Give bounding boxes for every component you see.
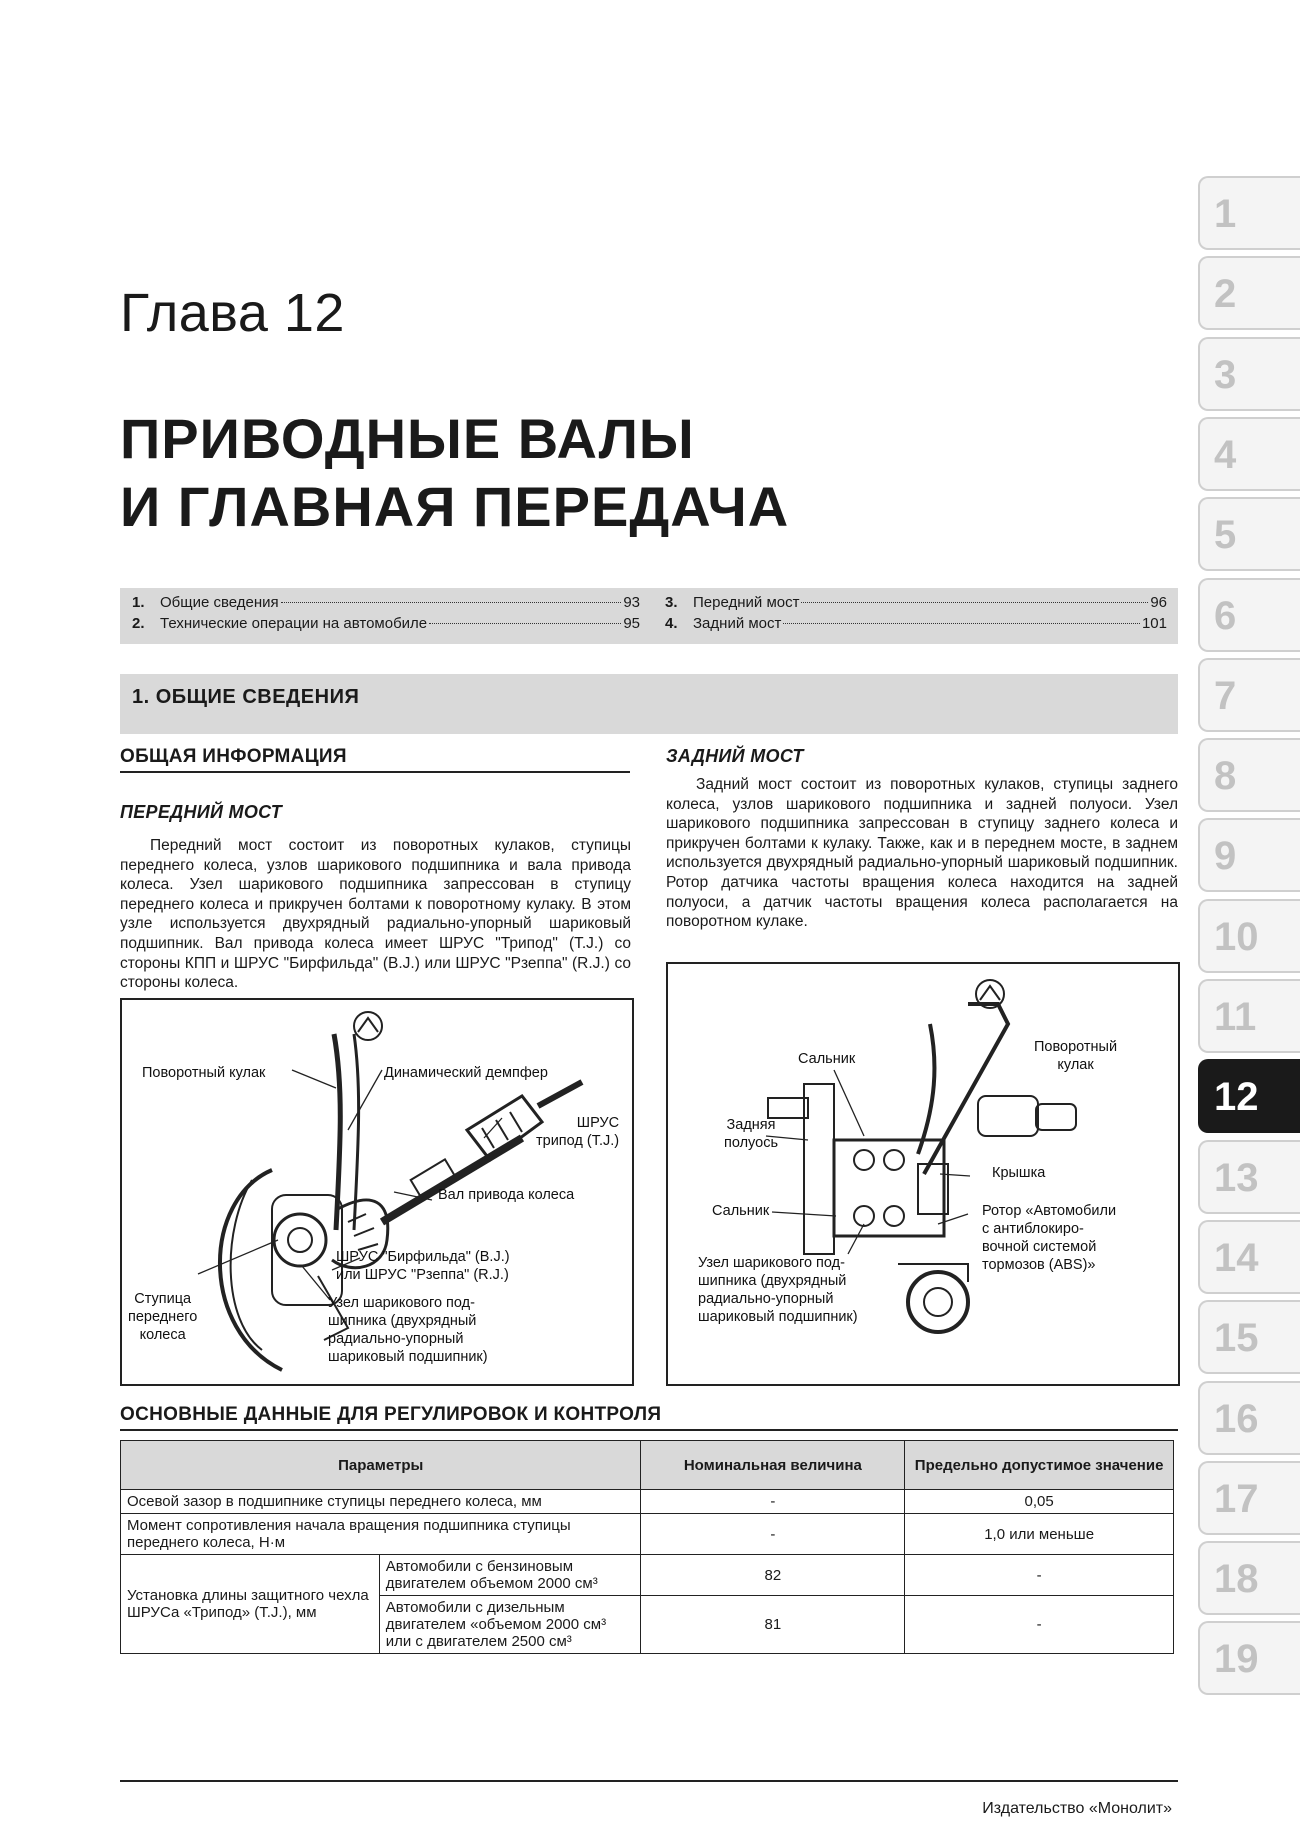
subparam-cell: Автомобили с бензиновым двигателем объемом 2000 см³ [379, 1555, 641, 1596]
chapter-tab-label: 4 [1214, 432, 1237, 477]
leader-line [198, 1240, 278, 1274]
fig2-label-knuckle-line: кулак [1057, 1057, 1094, 1073]
toc-item[interactable] [665, 594, 1167, 614]
chapter-tab-19[interactable] [1198, 1621, 1300, 1695]
chapter-title [120, 405, 789, 541]
limit-cell: 1,0 или меньше [905, 1514, 1174, 1555]
knuckle-end [1036, 1104, 1076, 1130]
logo-icon [354, 1012, 382, 1040]
lower-bushing [908, 1272, 968, 1332]
chapter-tab-6[interactable] [1198, 578, 1300, 652]
chapter-tab-12[interactable] [1198, 1059, 1300, 1133]
header-limit: Предельно допустимое значение [905, 1441, 1174, 1490]
chapter-tab-5[interactable] [1198, 497, 1300, 571]
front-axle-text: Передний мост состоит из поворотных кулаков, ступицы переднего колеса, узлов шарикового подшипника и вала привода колеса. Узел шарикового подшипника запрессован в ступицу переднего колеса и прикручен болтами к поворотному кулаку. В этом узле используется двухрядный радиально-упорный шариковый подшипник. Вал привода колеса имеет ШРУС "Трипод" (T.J.) со стороны КПП и ШРУС "Бирфильда" (B.J.) или ШРУС "Рзеппа" (R.J.) со стороны колеса. [120, 837, 631, 992]
leader-line [968, 1070, 982, 1096]
fig2-label-bearing-line: Узел шарикового под- [698, 1255, 845, 1271]
chapter-tab-label: 14 [1214, 1235, 1259, 1280]
chapter-tab-label: 17 [1214, 1476, 1259, 1521]
ball-upper [884, 1150, 904, 1170]
leader-line [302, 1266, 330, 1300]
leader-line [292, 1070, 336, 1088]
fig1-label-hub-line: колеса [139, 1327, 186, 1343]
adjustment-data-table [120, 1440, 1174, 1654]
header-params: Параметры [121, 1441, 641, 1490]
toc-text: Общие сведения [160, 594, 279, 611]
toc-page: 93 [623, 594, 640, 611]
hub-center [288, 1228, 312, 1252]
general-info-heading: ОБЩАЯ ИНФОРМАЦИЯ [120, 746, 630, 773]
chapter-tab-label: 5 [1214, 513, 1237, 558]
fig2-label-seal-upper: Сальник [798, 1051, 856, 1067]
toc-page: 96 [1150, 594, 1167, 611]
table-row [121, 1555, 1174, 1596]
publisher-label: Издательство «Монолит» [982, 1800, 1172, 1817]
fig2-label-rotor [982, 1202, 1116, 1274]
fig2-label-cover: Крышка [992, 1165, 1046, 1181]
toc-page: 101 [1141, 615, 1167, 632]
fig2-label-bearing-line: радиально-упорный [698, 1291, 834, 1307]
fig1-label-bj-line: или ШРУС "Рзеппа" (R.J.) [336, 1267, 509, 1283]
chapter-tab-9[interactable] [1198, 818, 1300, 892]
fig1-label-bearing-line: радиально-упорный [328, 1331, 464, 1347]
chapter-tab-label: 15 [1214, 1316, 1259, 1361]
toc-item[interactable] [665, 615, 1167, 635]
knuckle-bushing [978, 1096, 1038, 1136]
nominal-cell: 82 [641, 1555, 905, 1596]
param-cell: Осевой зазор в подшипнике ступицы переднего колеса, мм [121, 1490, 641, 1514]
chapter-tab-label: 2 [1214, 272, 1237, 317]
leader-line [848, 1224, 864, 1254]
fig1-label-bearing-line: шариковый подшипник) [328, 1349, 488, 1365]
chapter-tab-3[interactable] [1198, 337, 1300, 411]
chapter-tab-label: 3 [1214, 352, 1237, 397]
chapter-tab-10[interactable] [1198, 899, 1300, 973]
fig2-label-rotor-line: тормозов (ABS)» [982, 1257, 1096, 1273]
fig1-label-hub [128, 1290, 197, 1344]
knuckle-upper [918, 1024, 934, 1154]
toc-page: 95 [623, 615, 640, 632]
chapter-tab-1[interactable] [1198, 176, 1300, 250]
chapter-tab-label: 10 [1214, 914, 1259, 959]
boot-ribs [348, 1214, 378, 1250]
chapter-tab-label: 7 [1214, 673, 1237, 718]
footer-rule [120, 1780, 1178, 1782]
chapter-tab-label: 19 [1214, 1637, 1259, 1682]
chapter-tab-label: 18 [1214, 1557, 1259, 1602]
ball-lower [884, 1206, 904, 1226]
chapter-tab-label: 13 [1214, 1155, 1259, 1200]
table-heading: ОСНОВНЫЕ ДАННЫЕ ДЛЯ РЕГУЛИРОВОК И КОНТРОЛЯ [120, 1404, 1178, 1431]
toc-item[interactable] [132, 615, 640, 635]
toc-num: 2. [132, 615, 145, 632]
leader-line [484, 1118, 502, 1138]
chapter-tab-17[interactable] [1198, 1461, 1300, 1535]
fig2-label-seal-lower: Сальник [712, 1203, 770, 1219]
fig2-label-bearing-line: шипника (двухрядный [698, 1273, 847, 1289]
tripod-stub [538, 1082, 582, 1106]
limit-cell: - [905, 1555, 1174, 1596]
fig1-label-damper: Динамический демпфер [384, 1065, 548, 1081]
toc-num: 4. [665, 615, 678, 632]
halfshaft-stub [768, 1098, 808, 1118]
fig1-label-hub-line: переднего [128, 1309, 198, 1325]
rear-axle-figure [666, 962, 1180, 1386]
chapter-tab-label: 1 [1214, 192, 1237, 236]
chapter-tab-label: 12 [1214, 1075, 1259, 1120]
subparam-cell: Автомобили с дизельным двигателем «объемом 2000 см³ или с двигателем 2500 см³ [379, 1596, 641, 1654]
toc-num: 1. [132, 594, 145, 611]
fig1-label-bearing-line: Узел шарикового под- [328, 1295, 475, 1311]
limit-cell: - [905, 1596, 1174, 1654]
toc-leader [281, 602, 622, 603]
chapter-tab-11[interactable] [1198, 979, 1300, 1053]
chapter-tab-15[interactable] [1198, 1300, 1300, 1374]
logo-mark [358, 1018, 378, 1032]
fig2-label-knuckle-line: Поворотный [1034, 1039, 1118, 1055]
fig1-label-tj [536, 1114, 619, 1150]
table-row [121, 1490, 1174, 1514]
fig2-label-bearing-line: шариковый подшипник) [698, 1309, 858, 1325]
nominal-cell: - [641, 1490, 905, 1514]
nominal-cell: 81 [641, 1596, 905, 1654]
toc-item[interactable] [132, 594, 640, 614]
fig1-label-hub-line: Ступица [134, 1291, 192, 1307]
chapter-tab-label: 16 [1214, 1396, 1259, 1441]
lower-bushing-center [924, 1288, 952, 1316]
leader-line [834, 1070, 864, 1136]
chapter-tab-label: 9 [1214, 834, 1237, 879]
rear-axle-text: Задний мост состоит из поворотных кулаков, ступицы заднего колеса, узлов шарикового подшипника и задней полуоси. Узел шарикового подшипника запрессован в ступицу заднего колеса и прикручен болтами к кулаку. Также, как и в переднем мосте, в заднем используется двухрядный радиально-упорный шариковый подшипник. Ротор датчика частоты вращения колеса находится на задней полуоси, а датчик частоты вращения колеса располагается на поворотном кулаке. [666, 776, 1178, 931]
fig1-label-bj-line: ШРУС "Бирфильда" (B.J.) [336, 1249, 510, 1265]
chapter-tab-16[interactable] [1198, 1381, 1300, 1455]
toc-text: Технические операции на автомобиле [160, 615, 428, 632]
chapter-tab-18[interactable] [1198, 1541, 1300, 1615]
fig2-label-knuckle [1034, 1038, 1117, 1074]
chapter-tab-label: 6 [1214, 593, 1237, 638]
chapter-tab-8[interactable] [1198, 738, 1300, 812]
table-row [121, 1514, 1174, 1555]
chapter-tab-13[interactable] [1198, 1140, 1300, 1214]
knuckle-arm [924, 1004, 1008, 1174]
toc-text: Задний мост [693, 615, 782, 632]
section-heading-band [120, 674, 1178, 734]
fig1-label-bj [336, 1248, 510, 1284]
rear-axle-heading: ЗАДНИЙ МОСТ [666, 746, 804, 766]
param-cell: Момент сопротивления начала вращения подшипника ступицы переднего колеса, Н·м [121, 1514, 641, 1555]
fig2-label-halfshaft [724, 1116, 778, 1152]
fig2-label-rotor-line: Ротор «Автомобили [982, 1203, 1117, 1219]
limit-cell: 0,05 [905, 1490, 1174, 1514]
fig1-label-bearing [328, 1294, 488, 1366]
title-line-2: И ГЛАВНАЯ ПЕРЕДАЧА [120, 475, 790, 538]
section-heading: 1. ОБЩИЕ СВЕДЕНИЯ [132, 686, 360, 708]
chapter-tab-label: 11 [1214, 995, 1257, 1039]
tripod-boot [467, 1096, 542, 1160]
fig1-label-tj-line: ШРУС [576, 1115, 620, 1131]
leader-line [348, 1070, 382, 1130]
table-header-row [121, 1441, 1174, 1490]
toc-num: 3. [665, 594, 678, 611]
title-line-1: ПРИВОДНЫЕ ВАЛЫ [120, 407, 695, 470]
chapter-toc [120, 588, 1178, 644]
bearing-housing [834, 1140, 944, 1236]
toc-text: Передний мост [693, 594, 800, 611]
chapter-tab-7[interactable] [1198, 658, 1300, 732]
fig2-label-halfshaft-line: полуось [724, 1135, 778, 1151]
fig1-label-shaft: Вал привода колеса [438, 1187, 575, 1203]
chapter-tab-14[interactable] [1198, 1220, 1300, 1294]
toc-leader [801, 602, 1148, 603]
header-nominal: Номинальная величина [641, 1441, 905, 1490]
ball-upper [854, 1150, 874, 1170]
fig2-label-halfshaft-line: Задняя [726, 1117, 776, 1133]
logo-mark [980, 986, 1000, 1000]
front-axle-heading: ПЕРЕДНИЙ МОСТ [120, 802, 283, 822]
param-cell: Установка длины защитного чехла ШРУСа «Трипод» (T.J.), мм [121, 1555, 380, 1654]
chapter-tab-4[interactable] [1198, 417, 1300, 491]
nominal-cell: - [641, 1514, 905, 1555]
chapter-label: Глава 12 [120, 283, 345, 343]
fig1-label-knuckle: Поворотный кулак [142, 1065, 266, 1081]
chapter-tab-2[interactable] [1198, 256, 1300, 330]
front-axle-figure [120, 998, 634, 1386]
fig1-label-tj-line: трипод (T.J.) [536, 1133, 620, 1149]
fig2-label-rotor-line: вочной системой [982, 1239, 1097, 1255]
toc-leader [783, 623, 1140, 624]
ball-lower [854, 1206, 874, 1226]
chapter-tab-label: 8 [1214, 754, 1237, 799]
hub [274, 1214, 326, 1266]
toc-leader [429, 623, 621, 624]
fig2-label-rotor-line: с антиблокиро- [982, 1221, 1084, 1237]
fig1-label-bearing-line: шипника (двухрядный [328, 1313, 477, 1329]
fig2-label-bearing [698, 1254, 858, 1326]
